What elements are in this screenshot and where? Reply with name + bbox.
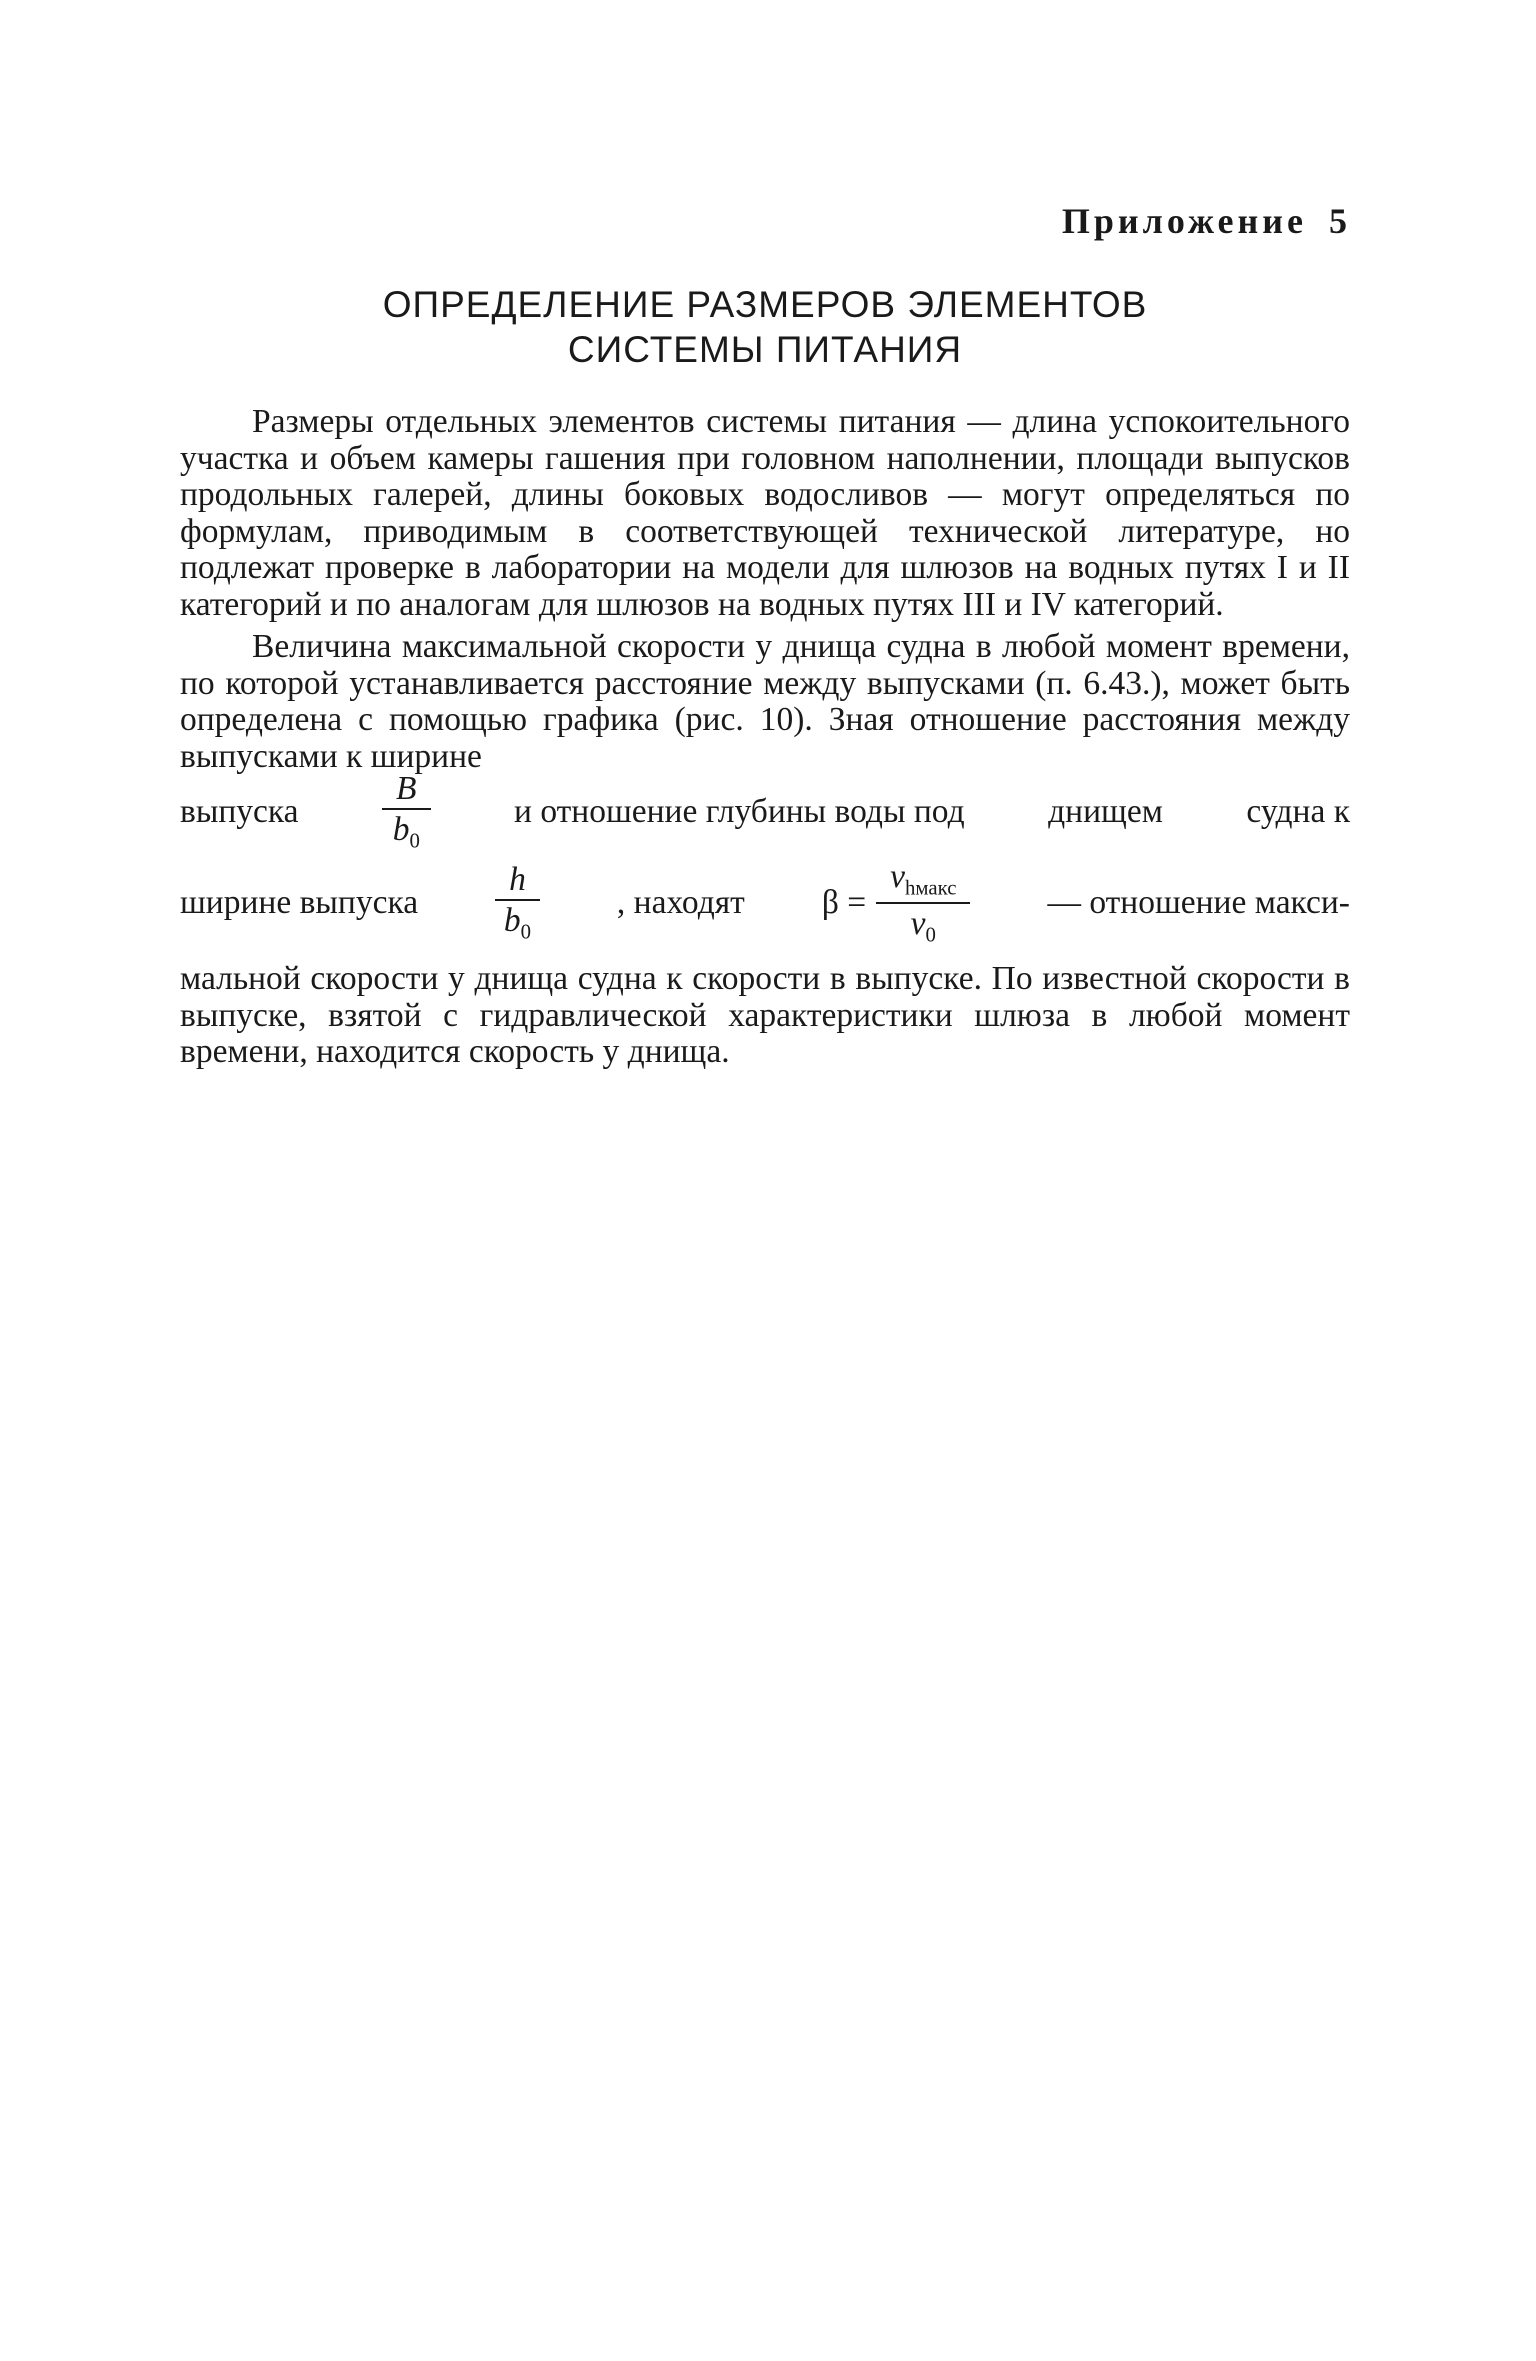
page-title (180, 282, 1350, 372)
fraction-vmax-over-v0 (876, 857, 970, 947)
title-line-1: ОПРЕДЕЛЕНИЕ РАЗМЕРОВ ЭЛЕМЕНТОВ (382, 284, 1148, 325)
fraction-numerator: B (382, 772, 430, 811)
beta-equation (821, 857, 971, 947)
paragraph-2: Величина максимальной скорости у днища судна в любой момент времени, по которой устанавливается расстояние между выпусками (п. 6.43.), может быть определена с помощью графика (рис. 10). Зная отношение расстояния между выпусками к ширине (180, 628, 1350, 775)
formula-line-b (180, 769, 1350, 853)
text-ratio-depth: и отношение глубины воды под (514, 792, 965, 830)
formula-line-h (180, 849, 1350, 957)
fraction-denominator: $b_0$ (392, 811, 420, 853)
paragraph-1: Размеры отдельных элементов системы питания — длина успокоительного участка и объем камеры гашения при головном наполнении, площади выпусков продольных галерей, длины боковых водосливов — могут определяться по формулам, приводимым в соответствующей технической литературе, но подлежат проверке в лаборатории на модели для шлюзов на водных путях I и II категорий и по аналогам для шлюзов на водных путях III и IV категорий. (180, 403, 1350, 623)
title-line-2: СИСТЕМЫ ПИТАНИЯ (567, 329, 963, 370)
fraction-denominator: $b_0$ (503, 902, 532, 944)
appendix-word: Приложение (1061, 201, 1307, 241)
text-otnoshenie-maksi: — отношение макси- (1047, 883, 1350, 921)
fraction-b-over-b0 (382, 769, 430, 853)
appendix-number: 5 (1329, 201, 1351, 241)
word-vypuska: выпуска (180, 792, 299, 830)
text-nakhodyat: , находят (616, 883, 745, 921)
paragraph-3: мальной скорости у днища судна к скорости в выпуске. По известной скорости в выпуске, взятой с гидравлической характеристики шлюза в любой момент времени, находится скорость у днища. (180, 960, 1350, 1070)
fraction-denominator: $v_0$ (910, 905, 936, 947)
text-shirine-vypuska: ширине выпуска (180, 883, 419, 921)
fraction-numerator: h (495, 863, 540, 902)
beta-symbol: β = (821, 883, 867, 921)
text-dnishchem: днищем (1048, 792, 1163, 830)
text-sudna-k: судна к (1246, 792, 1350, 830)
fraction-numerator: $v_{hмакс}$ (876, 860, 970, 904)
body-text (180, 404, 1350, 1071)
appendix-label (1062, 200, 1351, 242)
fraction-h-over-b0 (495, 860, 540, 944)
